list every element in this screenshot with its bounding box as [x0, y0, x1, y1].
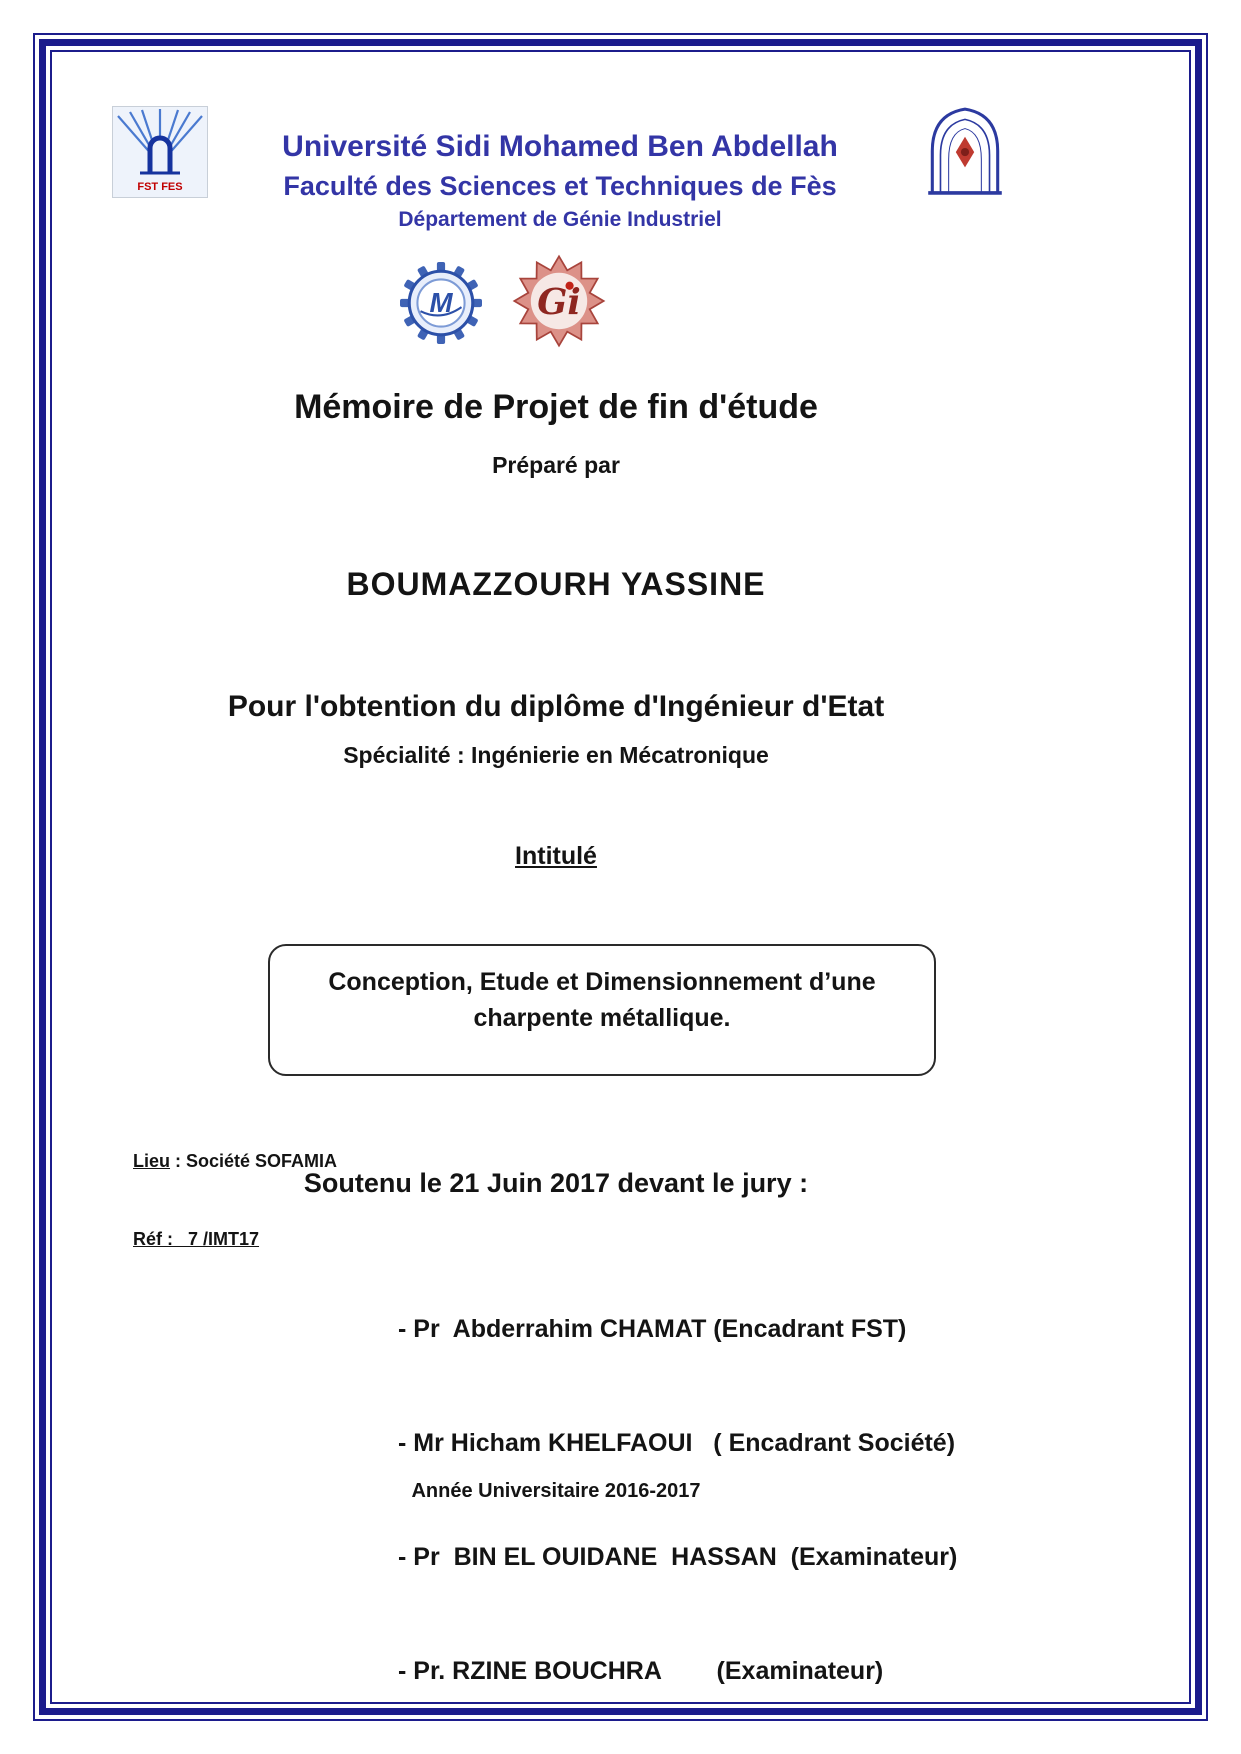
author-name: BOUMAZZOURH YASSINE: [346, 566, 766, 602]
fst-logo-arch: [150, 138, 170, 172]
usmba-emblem-logo: [920, 102, 1010, 201]
degree-line: Pour l'obtention du diplôme d'Ingénieur d'Etat: [227, 690, 885, 723]
document-type-title: Mémoire de Projet de fin d'étude: [294, 388, 818, 426]
university-name: Université Sidi Mohamed Ben Abdellah: [282, 130, 838, 163]
gear-logo-letter: M: [429, 287, 453, 319]
faculty-name: Faculté des Sciences et Techniques de Fès: [283, 171, 837, 201]
gi-logo-letters: Gi: [537, 281, 581, 323]
meta-block: [133, 1096, 337, 1304]
title-section-label: Intitulé: [515, 842, 597, 870]
project-title-box: [268, 944, 936, 1076]
jury-member: - Pr Abderrahim CHAMAT (Encadrant FST): [398, 1315, 907, 1343]
mechatronics-gear-logo: [400, 262, 482, 349]
project-title: Conception, Etude et Dimensionnement d’une charpente métallique.: [328, 968, 876, 1032]
department-name: Département de Génie Industriel: [398, 208, 722, 231]
jury-member: - Mr Hicham KHELFAOUI ( Encadrant Société): [398, 1429, 956, 1457]
gi-department-logo: [512, 254, 606, 353]
defense-line: Soutenu le 21 Juin 2017 devant le jury :: [303, 1168, 809, 1198]
jury-member: - Pr. RZINE BOUCHRA (Examinateur): [398, 1657, 884, 1685]
fst-fes-logo: [112, 106, 208, 203]
reference-number: Réf : 7 /IMT17: [133, 1229, 260, 1249]
location-value: : Société SOFAMIA: [170, 1151, 338, 1171]
jury-member: - Pr BIN EL OUIDANE HASSAN (Examinateur): [398, 1543, 958, 1571]
location-label: Lieu: [133, 1151, 171, 1171]
prepared-by-label: Préparé par: [492, 452, 620, 478]
academic-year: Année Universitaire 2016-2017: [411, 1480, 701, 1502]
specialty-line: Spécialité : Ingénierie en Mécatronique: [343, 742, 769, 768]
header-block: [215, 130, 905, 232]
fst-logo-caption: FST FES: [137, 181, 183, 193]
